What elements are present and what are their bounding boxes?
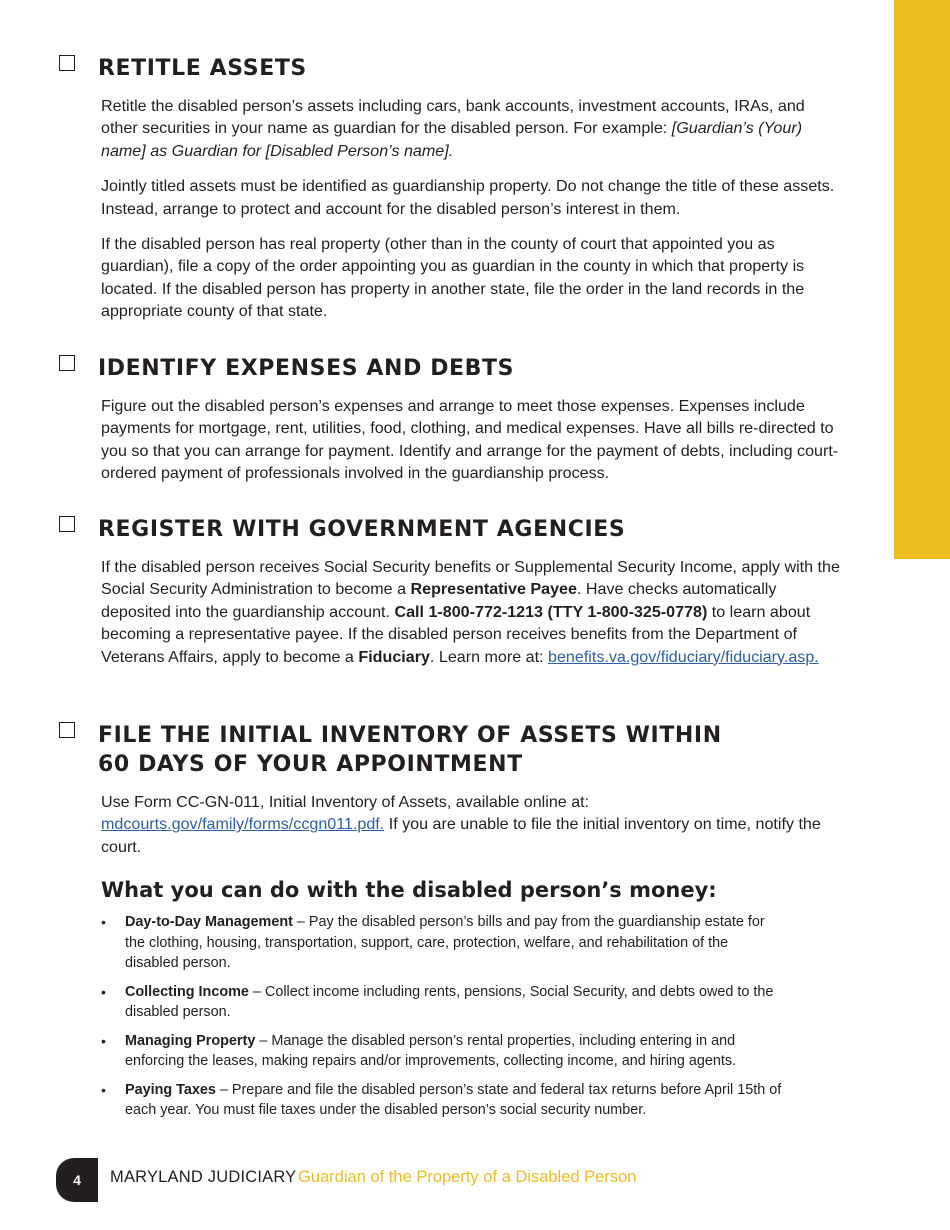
- list-item-term: Day-to-Day Management: [125, 914, 293, 931]
- footer-doc-title: Guardian of the Property of a Disabled Person: [298, 1168, 637, 1186]
- section-title: RETITLE ASSETS: [98, 56, 307, 81]
- list-item-term: Paying Taxes: [125, 1081, 216, 1098]
- form-ccgn011-link[interactable]: mdcourts.gov/family/forms/ccgn011.pdf.: [101, 815, 385, 834]
- accent-side-bar: [894, 0, 950, 559]
- section-header: [57, 54, 847, 83]
- page-number: 4: [56, 1158, 98, 1202]
- checkbox-icon[interactable]: [59, 722, 75, 738]
- section-title: IDENTIFY EXPENSES AND DEBTS: [98, 356, 515, 381]
- checkbox-icon[interactable]: [59, 55, 75, 71]
- list-item: [101, 982, 785, 1023]
- checkbox-icon[interactable]: [59, 355, 75, 371]
- section-initial-inventory: [57, 721, 847, 1129]
- list-item-text: – Manage the disabled person’s rental properties, including entering in and enforcing the leases, making repairs and/or improvements, collecting income, and hiring agents.: [125, 1032, 737, 1070]
- list-item-text: – Collect income including rents, pensions, Social Security, and debts owed to the disabled person.: [125, 983, 774, 1021]
- va-fiduciary-link[interactable]: benefits.va.gov/fiduciary/fiduciary.asp.: [548, 647, 819, 666]
- section-title: REGISTER WITH GOVERNMENT AGENCIES: [98, 517, 626, 542]
- bullet-icon: •: [101, 914, 106, 931]
- list-item-text: – Prepare and file the disabled person’s state and federal tax returns before April 15th of each year. You must file taxes under the disabled person’s social security number.: [125, 1081, 782, 1119]
- section-identify-expenses: [57, 354, 847, 498]
- paragraph-text: If the disabled person receives Social Security benefits or Supplemental Security Income, apply with the Social Security Administration to become a: [101, 558, 840, 599]
- title-line-2: 60 DAYS OF YOUR APPOINTMENT: [98, 752, 523, 777]
- list-item: [101, 912, 785, 974]
- page-footer: [56, 1158, 756, 1202]
- list-item: [101, 1080, 785, 1121]
- paragraph-text: to learn about becoming a representative payee. If the disabled person receives benefits from the Department of Veterans Affairs, apply to become a: [101, 602, 811, 666]
- paragraph: [101, 791, 841, 858]
- paragraph-text: . Learn more at:: [429, 647, 549, 666]
- paragraph-text: Use Form CC-GN-011, Initial Inventory of Assets, available online at:: [101, 793, 590, 811]
- footer-org: MARYLAND JUDICIARY: [110, 1168, 297, 1186]
- section-register-agencies: [57, 515, 847, 681]
- paragraph-text: . Have checks automatically deposited into the guardianship account.: [101, 580, 777, 621]
- section-header: [57, 721, 847, 779]
- list-item-term: Collecting Income: [125, 983, 249, 1000]
- paragraph: Jointly titled assets must be identified as guardianship property. Do not change the title of these assets. Instead, arrange to protect and account for the disabled person’s interest in them.: [101, 177, 835, 218]
- section-header: [57, 354, 847, 383]
- section-title: [98, 721, 847, 779]
- bullet-icon: •: [101, 1081, 106, 1098]
- money-subheading: What you can do with the disabled person’s money:: [101, 878, 717, 903]
- title-line-1: FILE THE INITIAL INVENTORY OF ASSETS WITHIN: [98, 723, 722, 748]
- example-text: [Guardian’s (Your) name] as Guardian for [Disabled Person’s name].: [101, 119, 803, 160]
- section-header: [57, 515, 847, 544]
- fiduciary-term: Fiduciary: [358, 647, 430, 666]
- section-retitle-assets: [57, 54, 847, 336]
- paragraph: [101, 556, 841, 668]
- list-item-term: Managing Property: [125, 1032, 256, 1049]
- paragraph: [101, 95, 841, 162]
- list-item-text: – Pay the disabled person’s bills and pay from the guardianship estate for the clothing, housing, transportation, support, care, protection, welfare, and rehabilitation of the disabled person.: [125, 914, 765, 972]
- bullet-icon: •: [101, 1032, 106, 1049]
- checkbox-icon[interactable]: [59, 516, 75, 532]
- list-item: [101, 1031, 785, 1072]
- money-actions-list: [101, 912, 841, 1121]
- paragraph: Figure out the disabled person’s expenses and arrange to meet those expenses. Expenses include payments for mortgage, rent, utilities, food, clothing, and medical expenses. Have all bills re-directed to you so that you can arrange for payment. Identify and arrange for the payment of debts, including court-ordered payment of professionals involved in the guardianship process.: [101, 397, 839, 483]
- representative-payee-term: Representative Payee: [410, 580, 577, 599]
- paragraph-text: If you are unable to file the initial inventory on time, notify the court.: [101, 815, 821, 856]
- paragraph-text: Retitle the disabled person’s assets including cars, bank accounts, investment accounts, IRAs, and other securities in your name as guardian for the disabled person. For example:: [101, 97, 805, 138]
- bullet-icon: •: [101, 983, 106, 1000]
- phone-number: Call 1-800-772-1213 (TTY 1-800-325-0778): [394, 602, 708, 621]
- paragraph: If the disabled person has real property (other than in the county of court that appointed you as guardian), file a copy of the order appointing you as guardian in the county in which that property is located. If the disabled person has property in another state, file the order in the land records in the appropriate county of that state.: [101, 235, 805, 321]
